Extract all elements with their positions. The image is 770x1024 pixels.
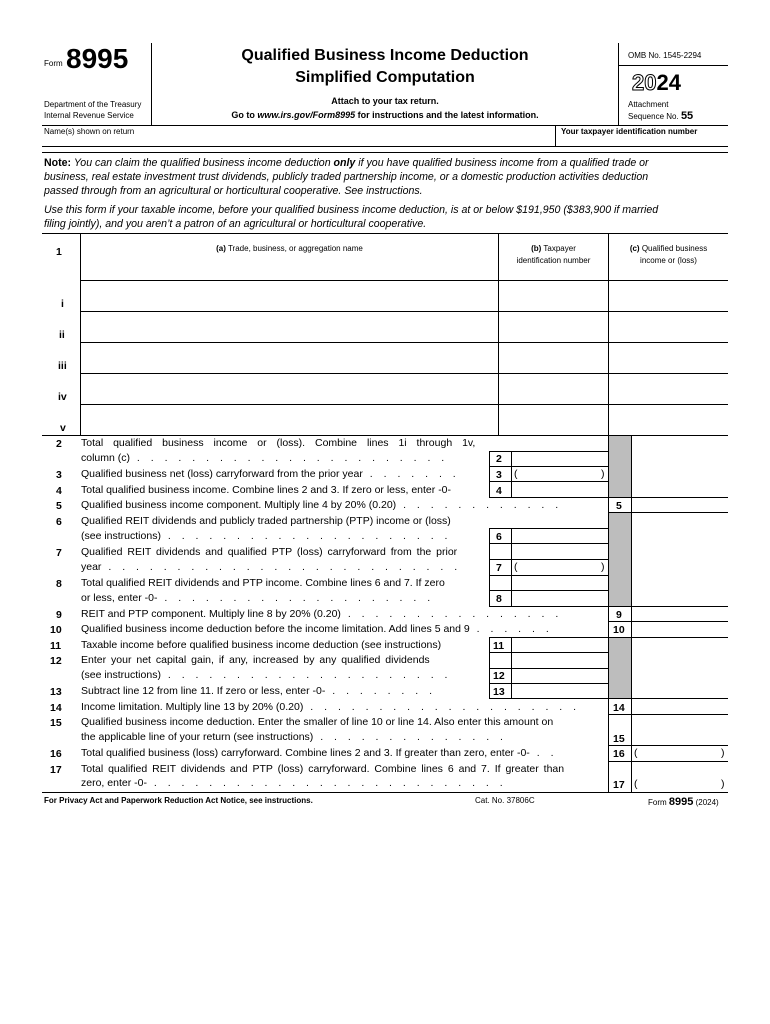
line-9-box-label: 9 [616, 609, 622, 621]
line-6-number: 6 [56, 516, 62, 528]
row-iv-tin-input[interactable] [500, 375, 606, 403]
col-a-header: (a) Trade, business, or aggregation name [216, 244, 363, 253]
row-i-income-input[interactable] [610, 282, 726, 310]
line-10-text: Qualified business income deduction before the income limitation. Add lines 5 and 9 . . . . . . [81, 623, 553, 635]
line-15-number: 15 [50, 717, 62, 729]
names-label: Name(s) shown on return [44, 127, 135, 136]
line-8-number: 8 [56, 578, 62, 590]
note-line-2: business, real estate investment trust dividends, publicly traded partnership income, or a domestic production activities deduction [44, 171, 649, 183]
line-6-input[interactable] [513, 530, 607, 542]
line-2-text-b: column (c) . . . . . . . . . . . . . . . . . . . . . . . [81, 452, 449, 464]
line-16-input[interactable] [640, 747, 720, 760]
row-iii-name-input[interactable] [82, 344, 496, 372]
line-6-text-a: Qualified REIT dividends and publicly traded partnership (PTP) income or (loss) [81, 515, 451, 527]
line-2-box-label: 2 [496, 453, 502, 465]
line-5-box-label: 5 [616, 500, 622, 512]
row-v-income-input[interactable] [610, 406, 726, 434]
line-16-box-label: 16 [613, 748, 625, 760]
line-13-text: Subtract line 12 from line 11. If zero or less, enter -0- . . . . . . . . [81, 685, 437, 697]
line-7-number: 7 [56, 547, 62, 559]
note-line-5: filing jointly), and you aren’t a patron of an agricultural or horticultural cooperative. [44, 218, 427, 230]
line-15-text-a: Qualified business income deduction. Enter the smaller of line 10 or line 14. Also enter this amount on [81, 716, 554, 728]
row-iv-name-input[interactable] [82, 375, 496, 403]
line-4-input[interactable] [513, 483, 607, 496]
line-12-number: 12 [50, 655, 62, 667]
line-4-number: 4 [56, 485, 62, 497]
line-11-input[interactable] [513, 639, 607, 651]
line-16-text: Total qualified business (loss) carryforward. Combine lines 2 and 3. If greater than zero, enter -0- . . [81, 747, 558, 759]
line-17-box-label: 17 [613, 779, 625, 791]
line-7-text-b: year . . . . . . . . . . . . . . . . . . . . . . . . . . [81, 561, 462, 573]
col-c-header-1: (c) Qualified business [629, 244, 708, 253]
col-b-header-2: identification number [516, 256, 591, 265]
line-12-input[interactable] [513, 669, 607, 682]
line-15-input[interactable] [633, 731, 727, 744]
line-1-number: 1 [56, 246, 62, 258]
tin-input[interactable] [558, 138, 726, 152]
row-iii-income-input[interactable] [610, 344, 726, 372]
row-iv-label: iv [58, 391, 67, 403]
line-17-text-b: zero, enter -0- . . . . . . . . . . . . . . . . . . . . . . . . . . [81, 777, 507, 789]
row-i-label: i [61, 298, 64, 310]
line-2-number: 2 [56, 438, 62, 450]
col-b-header-1: (b) Taxpayer [531, 244, 576, 253]
line-9-text: REIT and PTP component. Multiply line 8 by 20% (0.20) . . . . . . . . . . . . . . . . [81, 608, 563, 620]
line-7-input[interactable] [520, 561, 600, 574]
line-14-box-label: 14 [613, 702, 625, 714]
line-3-input[interactable] [520, 468, 600, 481]
row-ii-name-input[interactable] [82, 313, 496, 341]
line-5-text: Qualified business income component. Multiply line 4 by 20% (0.20) . . . . . . . . . . . . [81, 499, 563, 511]
form-title-line1: Qualified Business Income Deduction [241, 47, 529, 64]
note-line-4: Use this form if your taxable income, before your qualified business income deduction, is at or below $191,950 ($383,900 if married [44, 204, 659, 216]
row-iii-tin-input[interactable] [500, 344, 606, 372]
omb-number: OMB No. 1545-2294 [628, 51, 702, 60]
line-13-box-label: 13 [493, 686, 505, 698]
line-11-number: 11 [50, 640, 62, 652]
row-ii-label: ii [59, 329, 65, 341]
row-v-tin-input[interactable] [500, 406, 606, 434]
note-line-1: Note: You can claim the qualified business income deduction only if you have qualified business income from a qualified trade or [44, 157, 649, 169]
names-input[interactable] [44, 138, 549, 152]
row-v-label: v [60, 422, 66, 434]
line-12-text-a: Enter your net capital gain, if any, increased by any qualified dividends [81, 654, 430, 666]
line-5-number: 5 [56, 500, 62, 512]
line-10-box-label: 10 [613, 624, 625, 636]
catalog-number: Cat. No. 37806C [475, 796, 535, 805]
col-c-header-2: income or (loss) [640, 256, 697, 265]
row-i-tin-input[interactable] [500, 282, 606, 310]
line-12-text-b: (see instructions) . . . . . . . . . . . . . . . . . . . . . [81, 669, 452, 681]
line-14-input[interactable] [633, 700, 727, 713]
line-3-number: 3 [56, 469, 62, 481]
line-7-box-label: 7 [496, 562, 502, 574]
line-6-text-b: (see instructions) . . . . . . . . . . . . . . . . . . . . . [81, 530, 452, 542]
line-11-text: Taxable income before qualified business income deduction (see instructions) [81, 639, 442, 651]
line-2-text-a: Total qualified business income or (loss). Combine lines 1i through 1v, [81, 437, 476, 449]
line-5-input[interactable] [633, 499, 727, 511]
attach-instruction: Attach to your tax return. [331, 96, 439, 106]
tax-year: 2024 [632, 70, 681, 95]
line-3-text: Qualified business net (loss) carryforward from the prior year . . . . . . . [81, 468, 460, 480]
form-number: 8995 [66, 43, 129, 74]
line-17-number: 17 [50, 764, 62, 776]
line-17-input[interactable] [640, 778, 720, 791]
line-9-input[interactable] [633, 608, 727, 620]
line-14-text: Income limitation. Multiply line 13 by 20% (0.20) . . . . . . . . . . . . . . . . . . . . [81, 701, 581, 713]
form-label: Form [44, 59, 63, 68]
line-13-input[interactable] [513, 685, 607, 697]
row-ii-income-input[interactable] [610, 313, 726, 341]
line-6-box-label: 6 [496, 531, 502, 543]
row-i-name-input[interactable] [82, 282, 496, 310]
irs-form-link[interactable]: www.irs.gov/Form8995 [257, 110, 356, 120]
row-iv-income-input[interactable] [610, 375, 726, 403]
line-3-box-label: 3 [496, 469, 502, 481]
line-15-text-b: the applicable line of your return (see instructions) . . . . . . . . . . . . . . [81, 731, 507, 743]
line-7-text-a: Qualified REIT dividends and qualified PTP (loss) carryforward from the prior [81, 546, 458, 558]
line-11-box-label: 11 [493, 640, 505, 652]
line-8-text-b: or less, enter -0- . . . . . . . . . . . . . . . . . . . . [81, 592, 435, 604]
line-8-box-label: 8 [496, 593, 502, 605]
line-10-input[interactable] [633, 623, 727, 636]
line-12-box-label: 12 [493, 670, 505, 682]
note-line-3: passed through from an agricultural or horticultural cooperative. See instructions. [44, 185, 423, 197]
line-8-input[interactable] [513, 592, 607, 605]
sequence-label: Sequence No. 55 [628, 110, 694, 122]
row-ii-tin-input[interactable] [500, 313, 606, 341]
line-15-box-label: 15 [613, 733, 625, 745]
privacy-notice: For Privacy Act and Paperwork Reduction Act Notice, see instructions. [44, 796, 313, 805]
line-4-box-label: 4 [496, 485, 502, 497]
line-10-number: 10 [50, 624, 62, 636]
attachment-label: Attachment [628, 100, 669, 109]
line-4-text: Total qualified business income. Combine lines 2 and 3. If zero or less, enter -0- [81, 484, 452, 496]
line-9-number: 9 [56, 609, 62, 621]
irs-label: Internal Revenue Service [44, 111, 134, 120]
line-14-number: 14 [50, 702, 62, 714]
line-13-number: 13 [50, 686, 62, 698]
line-17-text-a: Total qualified REIT dividends and PTP (loss) carryforward. Combine lines 6 and 7. If greater than [81, 763, 565, 775]
form-title-line2: Simplified Computation [295, 69, 475, 86]
line-16-number: 16 [50, 748, 62, 760]
row-v-name-input[interactable] [82, 406, 496, 434]
goto-instruction: Go to www.irs.gov/Form8995 for instructions and the latest information. [231, 110, 539, 120]
tin-label: Your taxpayer identification number [561, 127, 698, 136]
department-label: Department of the Treasury [44, 100, 142, 109]
row-iii-label: iii [58, 360, 67, 372]
line-2-input[interactable] [513, 452, 607, 465]
line-8-text-a: Total qualified REIT dividends and PTP income. Combine lines 6 and 7. If zero [81, 577, 445, 589]
footer-form-id: Form 8995 (2024) [648, 796, 719, 808]
